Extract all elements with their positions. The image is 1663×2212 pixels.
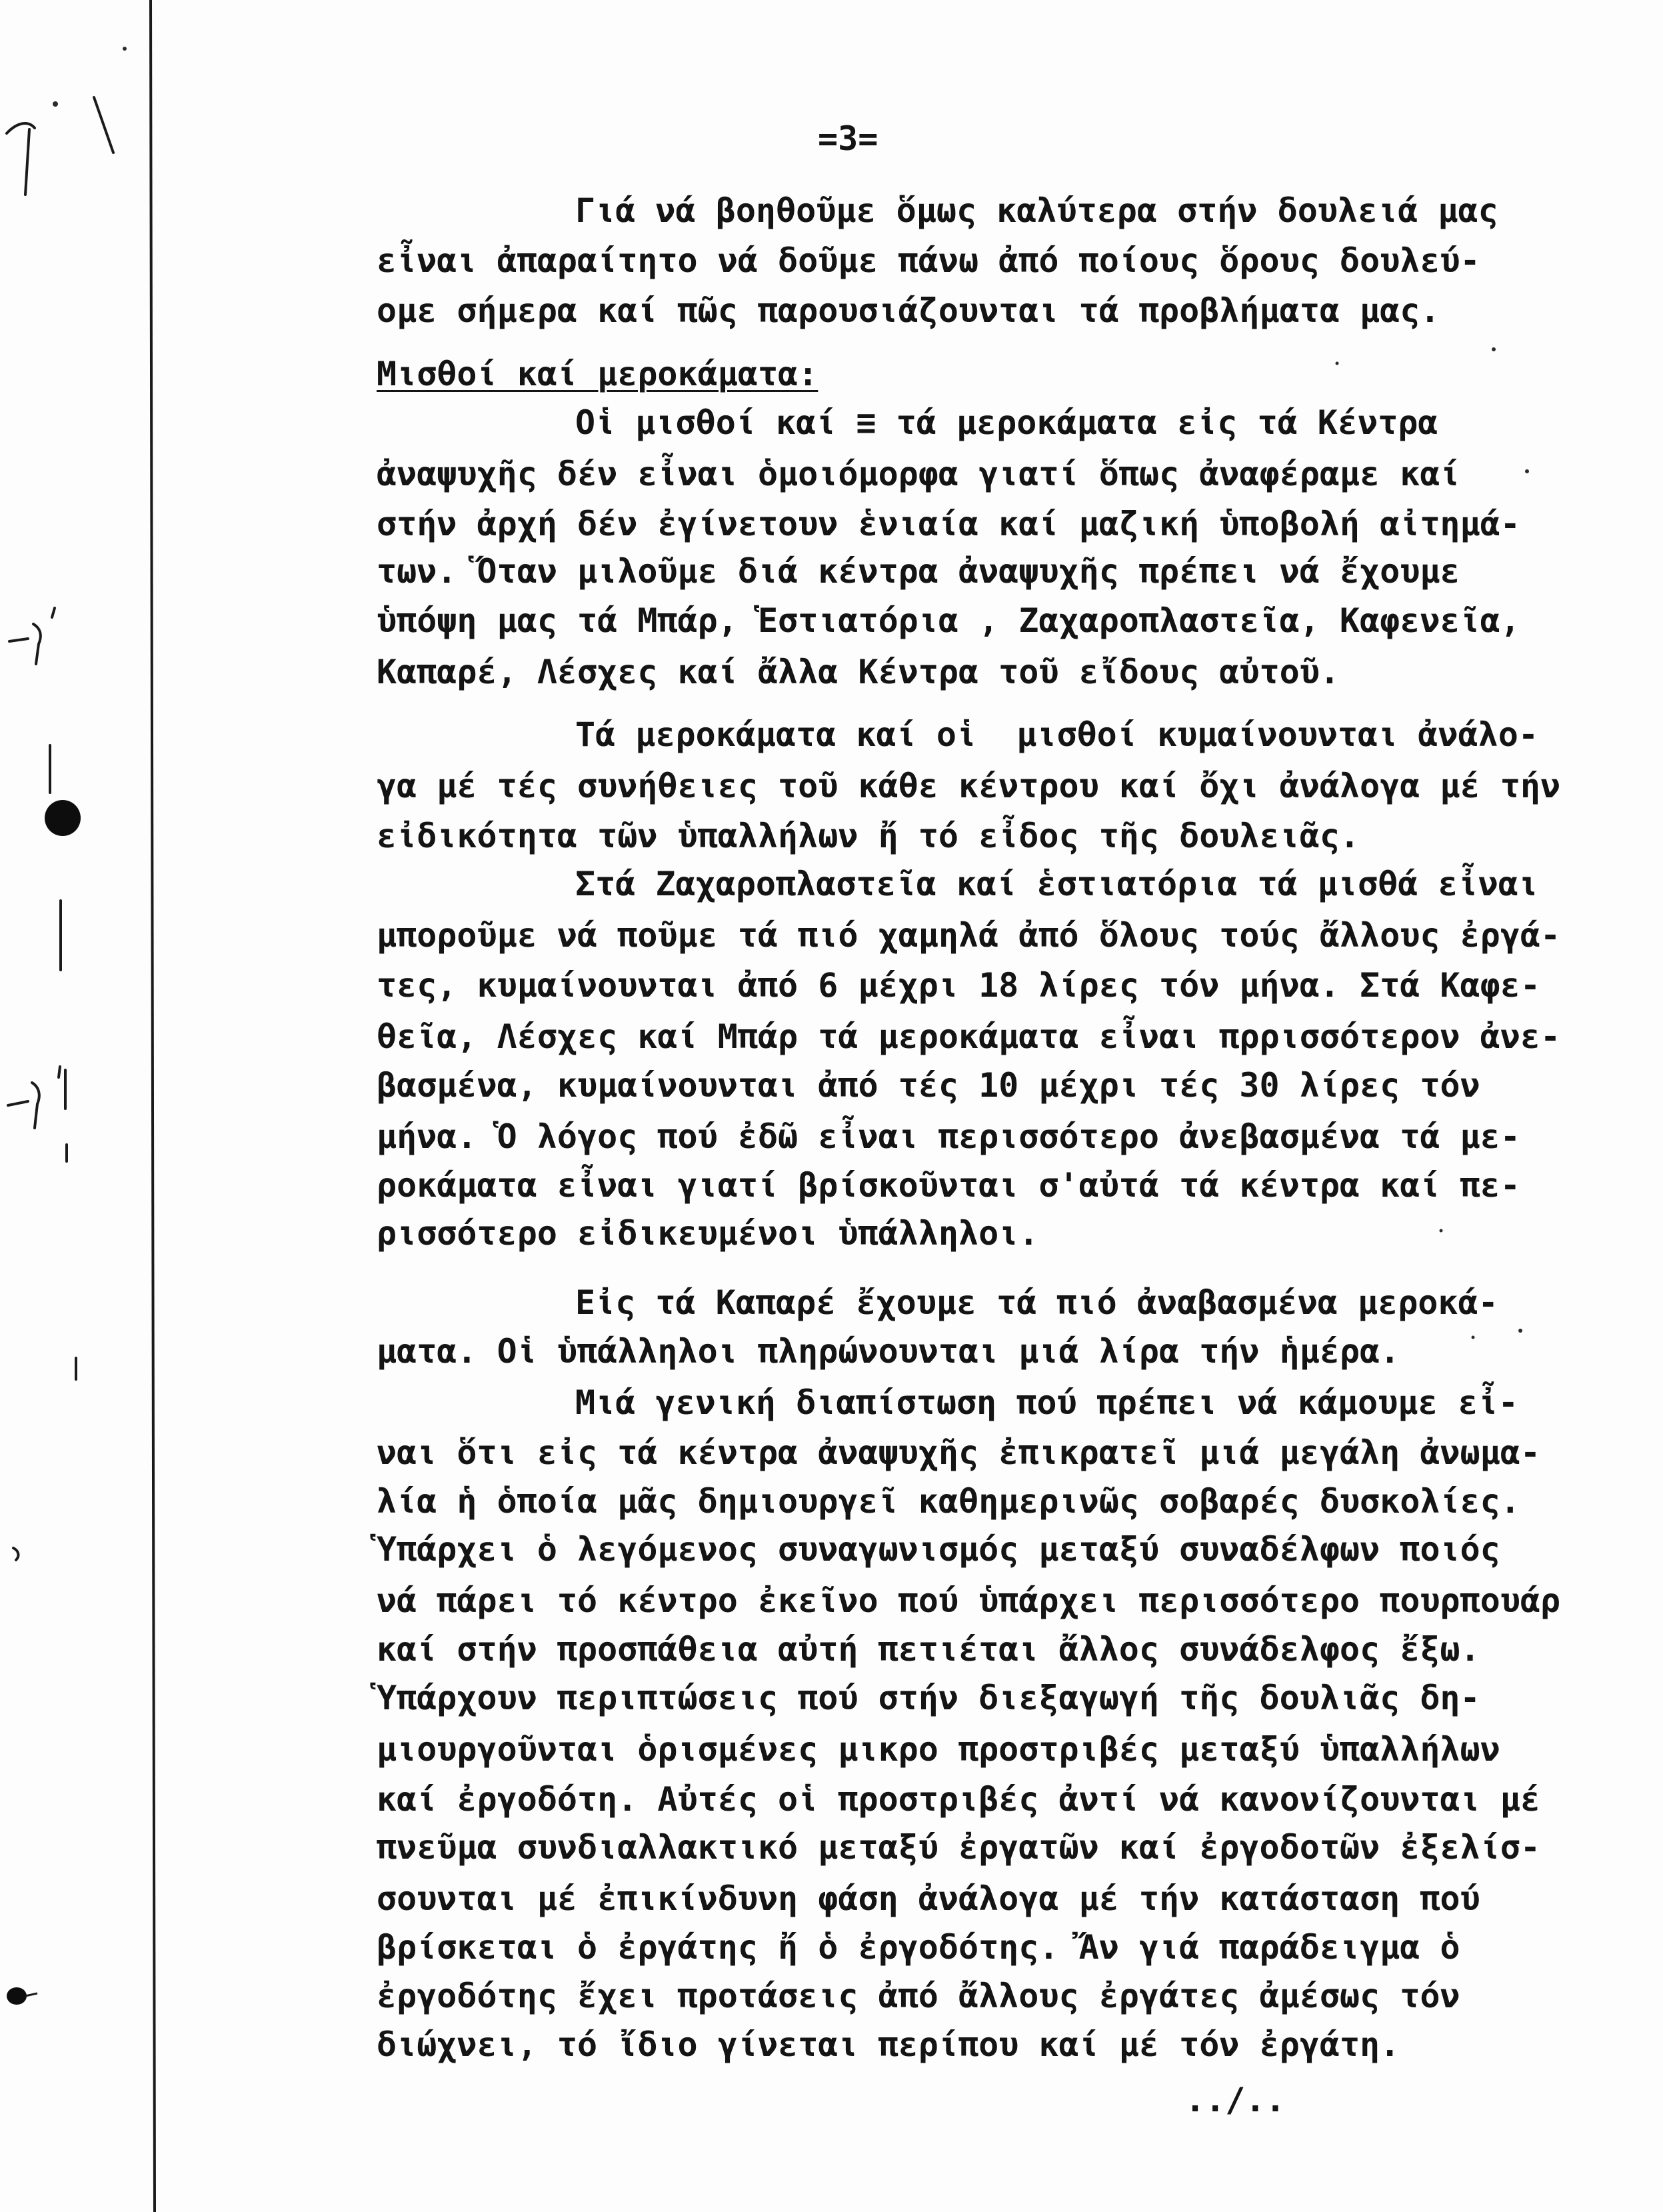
- text-line: ματα. Οἱ ὑπάλληλοι πληρώνουνται μιά λίρα τήν ἡμέρα.: [377, 1332, 1400, 1371]
- text-line: Γιά νά βοηθοῦμε ὅμως καλύτερα στήν δουλειά μας: [575, 191, 1498, 230]
- text-line: ἐργοδότης ἔχει προτάσεις ἀπό ἄλλους ἐργάτες ἀμέσως τόν: [377, 1977, 1460, 2015]
- text-line: Τά μεροκάματα καί οἱ μισθοί κυμαίνουνται ἀνάλο-: [575, 715, 1538, 754]
- text-line: βασμένα, κυμαίνουνται ἀπό τές 10 μέχρι τές 30 λίρες τόν: [377, 1066, 1480, 1105]
- text-line: ἀναψυχῆς δέν εἶναι ὁμοιόμορφα γιατί ὅπως ἀναφέραμε καί: [377, 455, 1460, 493]
- punch-hole: [45, 800, 81, 836]
- text-line: καί ἐργοδότη. Αὐτές οἱ προστριβές ἀντί νά κανονίζουνται μέ: [377, 1780, 1540, 1819]
- text-line: μιουργοῦνται ὁρισμένες μικρο προστριβές μεταξύ ὑπαλλήλων: [377, 1730, 1500, 1769]
- text-line: Ὑπάρχει ὁ λεγόμενος συναγωνισμός μεταξύ συναδέλφων ποιός: [377, 1530, 1500, 1569]
- text-line: Οἱ μισθοί καί ≡ τά μεροκάματα εἰς τά Κέντρα: [575, 403, 1438, 442]
- text-line: πνεῦμα συνδιαλλακτικό μεταξύ ἐργατῶν καί ἐργοδοτῶν ἐξελίσ-: [377, 1828, 1540, 1867]
- handwritten-mark: [7, 97, 113, 1560]
- text-line: διώχνει, τό ἴδιο γίνεται περίπου καί μέ τόν ἐργάτη.: [377, 2025, 1400, 2064]
- text-line: γα μέ τές συνήθειες τοῦ κάθε κέντρου καί ὄχι ἀνάλογα μέ τήν: [377, 767, 1561, 805]
- text-line: εἶναι ἀπαραίτητο νά δοῦμε πάνω ἀπό ποίους ὅρους δουλεύ-: [377, 241, 1480, 280]
- text-line: ομε σήμερα καί πῶς παρουσιάζουνται τά προβλήματα μας.: [377, 291, 1440, 330]
- text-line: στήν ἀρχή δέν ἐγίνετουν ἑνιαία καί μαζική ὑποβολή αἰτημά-: [377, 505, 1520, 543]
- text-line: νά πάρει τό κέντρο ἐκεῖνο πού ὑπάρχει περισσότερο πουρπουάρ: [377, 1581, 1561, 1620]
- section-heading: Μισθοί καί μεροκάματα:: [377, 355, 819, 393]
- text-line: ροκάματα εἶναι γιατί βρίσκοῦνται σ'αὐτά τά κέντρα καί πε-: [377, 1166, 1520, 1205]
- text-line: Μιά γενική διαπίστωση πού πρέπει νά κάμουμε εἶ-: [575, 1383, 1518, 1422]
- text-line: Ὑπάρχουν περιπτώσεις πού στήν διεξαγωγή τῆς δουλιᾶς δη-: [377, 1679, 1480, 1717]
- ink-blot: [7, 1987, 37, 2005]
- page-number: =3=: [818, 119, 878, 158]
- text-line: σουνται μέ ἐπικίνδυνη φάση ἀνάλογα μέ τήν κατάσταση πού: [377, 1879, 1480, 1918]
- text-line: Στά Ζαχαροπλαστεῖα καί ἑστιατόρια τά μισθά εἶναι: [575, 865, 1538, 903]
- text-line: των. Ὅταν μιλοῦμε διά κέντρα ἀναψυχῆς πρέπει νά ἔχουμε: [377, 552, 1460, 591]
- text-line: εἰδικότητα τῶν ὑπαλλήλων ἤ τό εἶδος τῆς δουλειᾶς.: [377, 817, 1360, 855]
- continuation-mark: ../..: [1185, 2081, 1286, 2119]
- text-line: ρισσότερο εἰδικευμένοι ὑπάλληλοι.: [377, 1214, 1039, 1253]
- text-line: καί στήν προσπάθεια αὐτή πετιέται ἄλλος συνάδελφος ἔξω.: [377, 1630, 1480, 1669]
- text-line: Εἰς τά Καπαρέ ἔχουμε τά πιό ἀναβασμένα μεροκά-: [575, 1283, 1498, 1322]
- text-line: λία ἡ ὁποία μᾶς δημιουργεῖ καθημερινῶς σοβαρές δυσκολίες.: [377, 1482, 1520, 1521]
- text-line: Καπαρέ, Λέσχες καί ἄλλα Κέντρα τοῦ εἴδους αὐτοῦ.: [377, 653, 1340, 691]
- text-line: μήνα. Ὁ λόγος πού ἐδῶ εἶναι περισσότερο ἀνεβασμένα τά με-: [377, 1117, 1520, 1156]
- text-line: ναι ὅτι εἰς τά κέντρα ἀναψυχῆς ἐπικρατεῖ μιά μεγάλη ἀνωμα-: [377, 1433, 1540, 1472]
- text-line: μποροῦμε νά ποῦμε τά πιό χαμηλά ἀπό ὅλους τούς ἄλλους ἐργά-: [377, 916, 1561, 955]
- text-line: βρίσκεται ὁ ἐργάτης ἤ ὁ ἐργοδότης. Ἄν γιά παράδειγμα ὁ: [377, 1928, 1460, 1967]
- text-line: θεῖα, Λέσχες καί Μπάρ τά μεροκάματα εἶναι πρρισσότερον ἀνε-: [377, 1017, 1561, 1056]
- text-line: ὑπόψη μας τά Μπάρ, Ἑστιατόρια , Ζαχαροπλαστεῖα, Καφενεῖα,: [377, 601, 1520, 640]
- text-line: τες, κυμαίνουνται ἀπό 6 μέχρι 18 λίρες τόν μήνα. Στά Καφε-: [377, 966, 1540, 1005]
- margin-rule: [151, 0, 155, 2212]
